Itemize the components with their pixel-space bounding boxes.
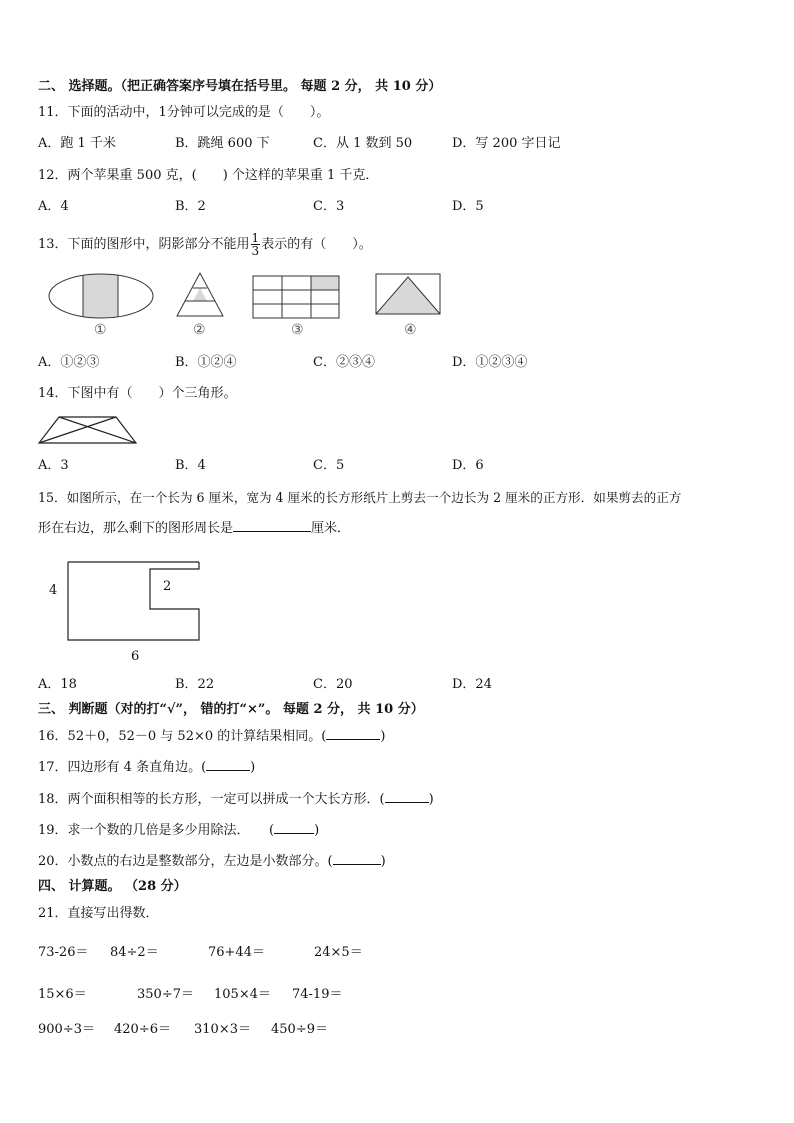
- q13-option-b[interactable]: B．①②④: [175, 355, 237, 370]
- q17-close-paren: ): [250, 760, 256, 775]
- fraction-numerator: 1: [251, 231, 260, 245]
- one-third-fraction: [251, 232, 261, 257]
- q15-option-a[interactable]: A．18: [38, 677, 77, 692]
- q15-option-d[interactable]: D．24: [452, 677, 492, 692]
- question-11-stem: 11．下面的活动中，1分钟可以完成的是（ ）。: [38, 105, 330, 120]
- q15-height-label: 4: [49, 583, 58, 598]
- q15-option-c[interactable]: C．20: [313, 677, 353, 692]
- calc-item: 73-26＝: [38, 945, 89, 960]
- figure-4-rectangle: [376, 274, 440, 314]
- figure-3-label: ③: [291, 322, 304, 338]
- q14-trapezoid-figure: [36, 415, 140, 447]
- q15-square-label: 2: [163, 579, 172, 594]
- calc-item: 420÷6＝: [114, 1022, 171, 1037]
- question-15-line-2: [38, 521, 350, 537]
- q11-option-b[interactable]: B．跳绳 600 下: [175, 136, 270, 151]
- figure-1-label: ①: [94, 322, 107, 338]
- q20-answer-blank[interactable]: [333, 864, 381, 865]
- q13-stem-before: 13．下面的图形中，阴影部分不能用: [38, 237, 250, 252]
- figure-2-triangle: [177, 273, 223, 316]
- calc-item: 450÷9＝: [271, 1022, 328, 1037]
- figure-1-ellipse: [49, 268, 153, 328]
- q15-line2-after: 厘米．: [311, 521, 351, 536]
- q13-figures: [48, 268, 448, 340]
- q11-option-c[interactable]: C．从 1 数到 50: [313, 136, 413, 151]
- calc-item: 74-19＝: [292, 987, 343, 1002]
- q16-answer-blank[interactable]: [326, 739, 380, 740]
- q17-text: 17．四边形有 4 条直角边。(: [38, 760, 207, 775]
- calc-item: 15×6＝: [38, 987, 87, 1002]
- q15-option-b[interactable]: B．22: [175, 677, 215, 692]
- question-17: [38, 760, 255, 776]
- calc-item: 310×3＝: [194, 1022, 251, 1037]
- q12-option-d[interactable]: D．5: [452, 199, 484, 214]
- section-4-header: 四、 计算题。 （28 分）: [38, 879, 187, 894]
- calc-item: 900÷3＝: [38, 1022, 95, 1037]
- q18-text: 18．两个面积相等的长方形，一定可以拼成一个大长方形．(: [38, 792, 385, 807]
- q13-option-a[interactable]: A．①②③: [38, 355, 100, 370]
- figure-4-label: ④: [404, 322, 417, 338]
- question-21-stem: 21．直接写出得数．: [38, 906, 159, 921]
- figure-2-label: ②: [193, 322, 206, 338]
- section-2-header: 二、 选择题。（把正确答案序号填在括号里。 每题 2 分， 共 10 分）: [38, 79, 442, 94]
- q11-option-a[interactable]: A．跑 1 千米: [38, 136, 116, 151]
- q13-option-c[interactable]: C．②③④: [313, 355, 375, 370]
- q20-text: 20．小数点的右边是整数部分，左边是小数部分。(: [38, 854, 333, 869]
- figure-3-grid: [253, 276, 339, 318]
- question-18: [38, 792, 434, 808]
- question-20: [38, 854, 386, 870]
- q17-answer-blank[interactable]: [206, 770, 250, 771]
- q19-text: 19．求一个数的几倍是多少用除法． (: [38, 823, 275, 838]
- q13-stem-after: 表示的有（ ）。: [261, 237, 372, 252]
- calc-item: 76+44＝: [208, 945, 265, 960]
- fraction-denominator: 3: [251, 244, 260, 258]
- calc-item: 105×4＝: [214, 987, 271, 1002]
- q11-option-d[interactable]: D．写 200 字日记: [452, 136, 561, 151]
- q15-width-label: 6: [131, 649, 140, 664]
- q12-option-a[interactable]: A．4: [38, 199, 69, 214]
- question-19: [38, 823, 319, 839]
- question-12-stem: 12．两个苹果重 500 克，( ) 个这样的苹果重 1 千克．: [38, 168, 379, 183]
- q19-close-paren: ): [314, 823, 320, 838]
- calc-item: 24×5＝: [314, 945, 363, 960]
- cut-shape-outline: [68, 562, 199, 640]
- q18-answer-blank[interactable]: [385, 802, 429, 803]
- q15-answer-blank[interactable]: [233, 531, 311, 532]
- q12-option-c[interactable]: C．3: [313, 199, 345, 214]
- q14-option-c[interactable]: C．5: [313, 458, 345, 473]
- q14-option-a[interactable]: A．3: [38, 458, 69, 473]
- question-16: [38, 729, 385, 745]
- question-15-line-1: 15．如图所示，在一个长为 6 厘米，宽为 4 厘米的长方形纸片上剪去一个边长为 2 厘米的正方形．如果剪去的正方: [38, 490, 682, 505]
- question-13-stem: [38, 230, 372, 260]
- section-3-header: 三、 判断题（对的打“√”， 错的打“×”。 每题 2 分， 共 10 分）: [38, 702, 424, 717]
- q18-close-paren: ): [428, 792, 434, 807]
- question-14-stem: 14．下图中有（ ）个三角形。: [38, 386, 237, 401]
- q15-line2-before: 形在右边，那么剩下的图形周长是: [38, 521, 234, 536]
- q13-option-d[interactable]: D．①②③④: [452, 355, 528, 370]
- q14-option-d[interactable]: D．6: [452, 458, 484, 473]
- q12-option-b[interactable]: B．2: [175, 199, 206, 214]
- q16-close-paren: ): [380, 729, 386, 744]
- calc-item: 350÷7＝: [137, 987, 194, 1002]
- q20-close-paren: ): [380, 854, 386, 869]
- calc-item: 84÷2＝: [110, 945, 159, 960]
- q19-answer-blank[interactable]: [274, 833, 314, 834]
- q16-text: 16．52＋0，52－0 与 52×0 的计算结果相同。(: [38, 729, 327, 744]
- q15-cut-rectangle-figure: [66, 560, 206, 644]
- q14-option-b[interactable]: B．4: [175, 458, 206, 473]
